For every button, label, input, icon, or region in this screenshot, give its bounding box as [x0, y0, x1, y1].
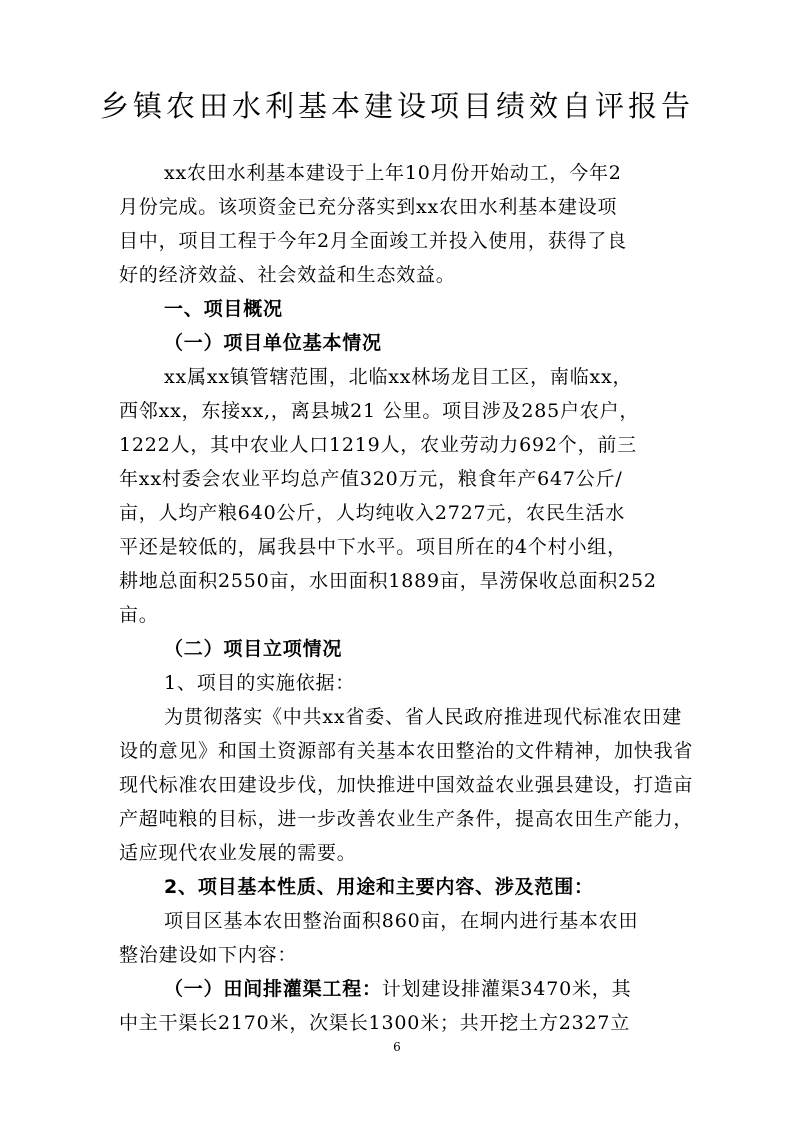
- item-text: 计划建设排灌渠3470米，其: [381, 978, 632, 1000]
- paragraph-line: xx属xx镇管辖范围，北临xx林场龙目工区，南临xx，: [164, 366, 633, 388]
- paragraph-line: 西邻xx，东接xx,，离县城21 公里。项目涉及285户农户，: [119, 400, 640, 422]
- paragraph-line: [164, 976, 631, 1002]
- paragraph-line: 项目区基本农田整治面积860亩，在垌内进行基本农田: [164, 910, 639, 932]
- subsection-heading: （二）项目立项情况: [164, 638, 343, 660]
- paragraph-line: 年xx村委会农业平均总产值320万元，粮食年产647公斤/: [119, 468, 623, 490]
- paragraph-line: 适应现代农业发展的需要。: [119, 842, 357, 864]
- paragraph-line: 平还是较低的，属我县中下水平。项目所在的4个村小组，: [119, 536, 627, 558]
- document-title: 乡镇农田水利基本建设项目绩效自评报告: [99, 89, 694, 123]
- section-heading: 一、项目概况: [164, 298, 283, 320]
- item-heading: （一）田间排灌渠工程：: [164, 978, 382, 1000]
- paragraph-line: 亩，人均产粮640公斤，人均纯收入2727元，农民生活水: [119, 502, 626, 524]
- paragraph-line: 亩。: [119, 604, 159, 626]
- page-number: 6: [393, 1040, 401, 1054]
- paragraph-line: 月份完成。该项资金已充分落实到xx农田水利基本建设项: [119, 196, 618, 218]
- paragraph-line: 现代标准农田建设步伐，加快推进中国效益农业强县建设，打造亩: [119, 774, 694, 796]
- paragraph-line: 中主干渠长2170米，次渠长1300米；共开挖土方2327立: [119, 1012, 631, 1034]
- paragraph-line: 耕地总面积2550亩，水田面积1889亩，旱涝保收总面积252: [119, 570, 657, 592]
- paragraph-line: 设的意见》和国土资源部有关基本农田整治的文件精神，加快我省: [119, 740, 694, 762]
- subsection-heading: （一）项目单位基本情况: [164, 332, 382, 354]
- subsection-heading: 2、项目基本性质、用途和主要内容、涉及范围：: [164, 876, 594, 898]
- paragraph-line: 为贯彻落实《中共xx省委、省人民政府推进现代标准农田建: [164, 706, 683, 728]
- paragraph-line: 目中，项目工程于今年2月全面竣工并投入使用，获得了良: [119, 230, 627, 252]
- paragraph-line: 1222人，其中农业人口1219人，农业劳动力692个，前三: [119, 434, 637, 456]
- paragraph-line: 1、项目的实施依据：: [164, 672, 356, 694]
- paragraph-line: 好的经济效益、社会效益和生态效益。: [119, 264, 456, 286]
- paragraph-line: 产超吨粮的目标，进一步改善农业生产条件，提高农田生产能力，: [119, 808, 694, 830]
- paragraph-line: 整治建设如下内容：: [119, 944, 298, 966]
- paragraph-line: xx农田水利基本建设于上年10月份开始动工，今年2: [164, 162, 622, 184]
